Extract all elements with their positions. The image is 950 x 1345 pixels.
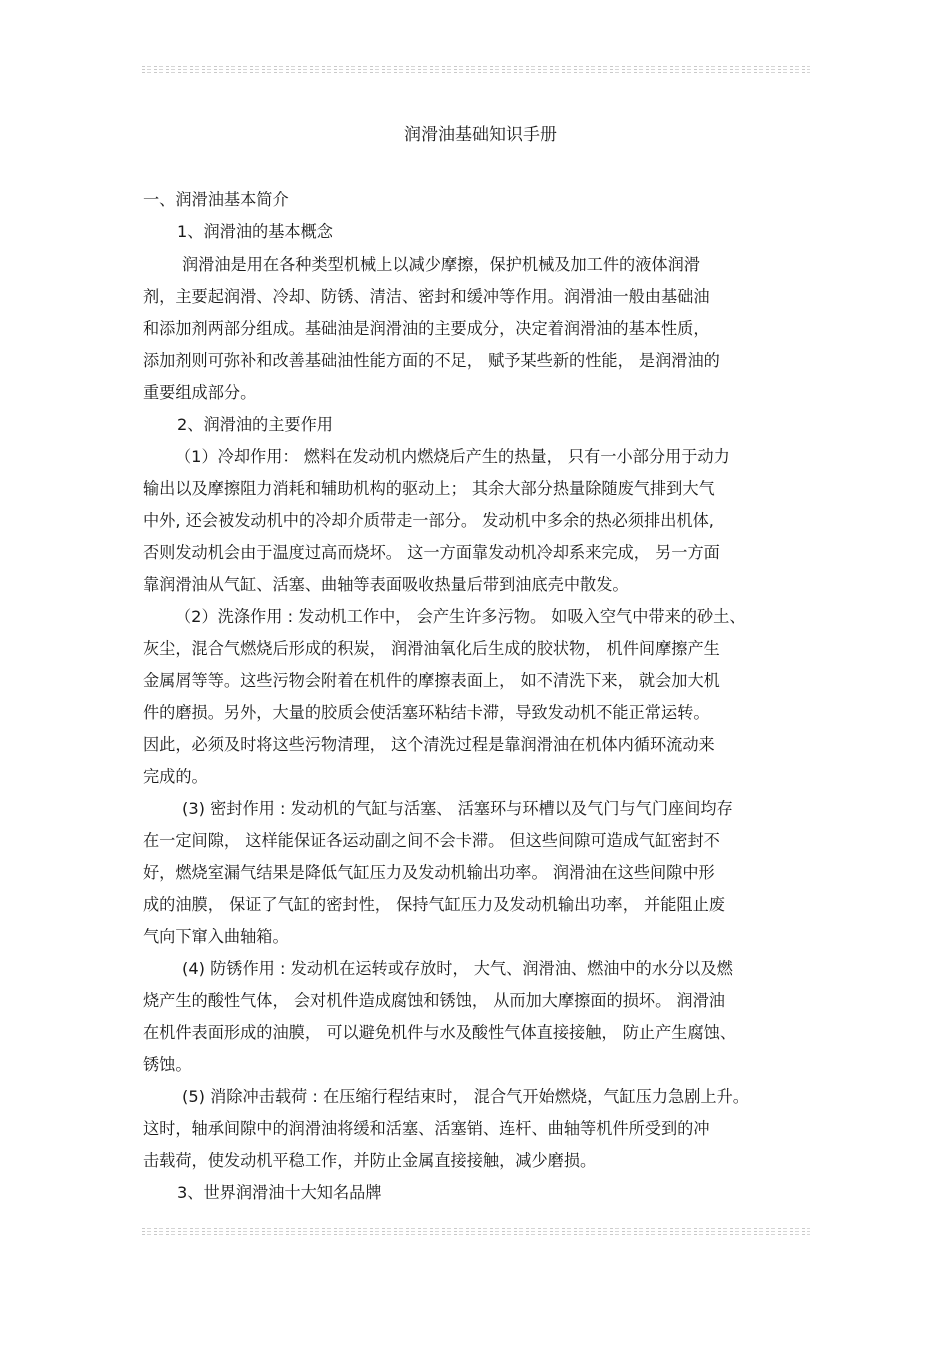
paragraph-line: 靠润滑油从气缸、活塞、曲轴等表面吸收热量后带到油底壳中散发。 <box>143 575 629 594</box>
paragraph-line: 在一定间隙， 这样能保证各运动副之间不会卡滞。 但这些间隙可造成气缸密封不 <box>143 831 720 850</box>
paragraph-line: 击载荷，使发动机平稳工作，并防止金属直接接触，减少磨损。 <box>143 1151 597 1170</box>
paragraph-line: 这时，轴承间隙中的润滑油将缓和活塞、活塞销、连杆、曲轴等机件所受到的冲 <box>143 1119 710 1138</box>
paragraph-line: 重要组成部分。 <box>143 383 257 402</box>
paragraph-line: (4) 防锈作用 : 发动机在运转或存放时， 大气、润滑油、燃油中的水分以及燃 <box>182 959 733 978</box>
paragraph-line: 灰尘，混合气燃烧后形成的积炭， 润滑油氧化后生成的胶状物， 机件间摩擦产生 <box>143 639 720 658</box>
paragraph-line: 成的油膜， 保证了气缸的密封性， 保持气缸压力及发动机输出功率， 并能阻止废 <box>143 895 725 914</box>
paragraph-line: 气向下窜入曲轴箱。 <box>143 927 289 946</box>
paragraph-line: 和添加剂两部分组成。基础油是润滑油的主要成分，决定着润滑油的基本性质， <box>143 319 710 338</box>
page-title: 润滑油基础知识手册 <box>404 125 557 145</box>
paragraph-line: 输出以及摩擦阻力消耗和辅助机构的驱动上； 其余大部分热量除随废气排到大气 <box>143 479 715 498</box>
paragraph-line: 润滑油是用在各种类型机械上以减少摩擦，保护机械及加工件的液体润滑 <box>182 255 700 274</box>
footer-scan-noise <box>142 1228 810 1236</box>
paragraph-line: 烧产生的酸性气体， 会对机件造成腐蚀和锈蚀， 从而加大摩擦面的损坏。 润滑油 <box>143 991 725 1010</box>
paragraph-line: 在机件表面形成的油膜， 可以避免机件与水及酸性气体直接接触， 防止产生腐蚀、 <box>143 1023 737 1042</box>
paragraph-line: (5) 消除冲击载荷 : 在压缩行程结束时， 混合气开始燃烧，气缸压力急剧上升。 <box>182 1087 749 1106</box>
subsection-heading: 3、世界润滑油十大知名品牌 <box>177 1183 382 1202</box>
subsection-heading: 1、润滑油的基本概念 <box>177 222 333 241</box>
paragraph-line: 锈蚀。 <box>143 1055 192 1074</box>
subsection-heading: 2、润滑油的主要作用 <box>177 415 333 434</box>
paragraph-line: 好，燃烧室漏气结果是降低气缸压力及发动机输出功率。 润滑油在这些间隙中形 <box>143 863 715 882</box>
paragraph-line: 因此，必须及时将这些污物清理， 这个清洗过程是靠润滑油在机体内循环流动来 <box>143 735 715 754</box>
section-heading: 一、润滑油基本简介 <box>143 190 289 209</box>
paragraph-line: 剂，主要起润滑、冷却、防锈、清洁、密封和缓冲等作用。润滑油一般由基础油 <box>143 287 710 306</box>
header-scan-noise <box>142 66 810 74</box>
paragraph-line: 完成的。 <box>143 767 208 786</box>
paragraph-line: 否则发动机会由于温度过高而烧坏。 这一方面靠发动机冷却系来完成， 另一方面 <box>143 543 720 562</box>
paragraph-line: 金属屑等等。这些污物会附着在机件的摩擦表面上， 如不清洗下来， 就会加大机 <box>143 671 720 690</box>
paragraph-line: （2）洗涤作用 : 发动机工作中， 会产生许多污物。 如吸入空气中带来的砂土、 <box>175 607 746 626</box>
paragraph-line: 添加剂则可弥补和改善基础油性能方面的不足， 赋予某些新的性能， 是润滑油的 <box>143 351 720 370</box>
paragraph-line: 件的磨损。另外，大量的胶质会使活塞环粘结卡滞，导致发动机不能正常运转。 <box>143 703 710 722</box>
paragraph-line: 中外, 还会被发动机中的冷却介质带走一部分。 发动机中多余的热必须排出机体, <box>143 511 714 530</box>
paragraph-line: (3) 密封作用 : 发动机的气缸与活塞、 活塞环与环槽以及气门与气门座间均存 <box>182 799 733 818</box>
paragraph-line: （1）冷却作用： 燃料在发动机内燃烧后产生的热量， 只有一小部分用于动力 <box>175 447 730 466</box>
